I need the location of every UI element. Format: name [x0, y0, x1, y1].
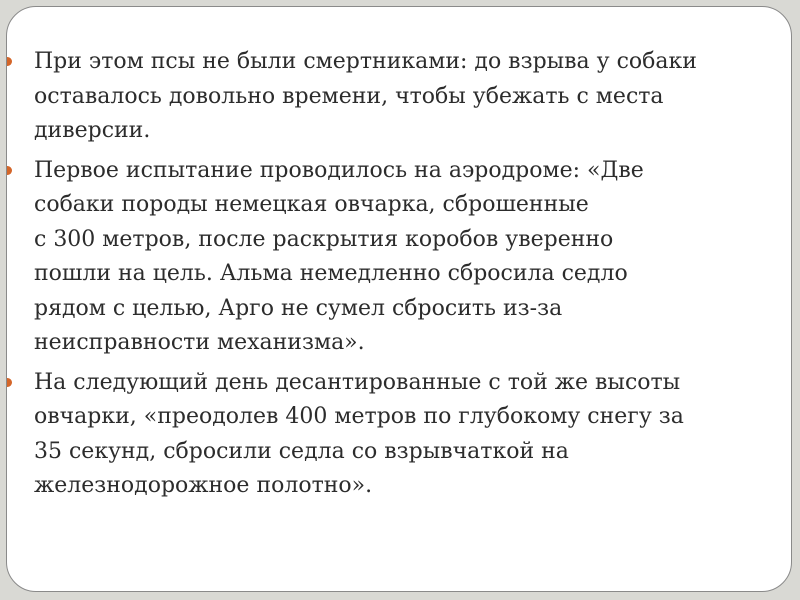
- text-body: [7, 45, 792, 509]
- text-line: рядом с целью, Арго не сумел сбросить из-за: [34, 295, 563, 321]
- bullet-item: [7, 45, 792, 149]
- text-line: с 300 метров, после раскрытия коробов уверенно: [34, 226, 614, 252]
- text-line: собаки породы немецкая овчарка, сброшенные: [34, 192, 589, 217]
- text-line: Первое испытание проводилось на аэродроме: «Две: [34, 157, 644, 183]
- text-line: неисправности механизма».: [34, 330, 365, 355]
- text-line: железнодорожное полотно».: [34, 473, 373, 498]
- text-line: 35 секунд, сбросили седла со взрывчаткой на: [34, 438, 569, 464]
- text-line: При этом псы не были смертниками: до взрыва у собаки: [34, 49, 697, 74]
- bullet-dot-icon: [6, 57, 12, 66]
- text-line: овчарки, «преодолев 400 метров по глубокому снегу за: [34, 404, 684, 429]
- text-line: На следующий день десантированные с той же высоты: [34, 369, 681, 395]
- text-line: диверсии.: [34, 118, 151, 143]
- bullet-dot-icon: [6, 166, 12, 175]
- bullet-item: [7, 154, 792, 361]
- text-line: оставалось довольно времени, чтобы убежать с места: [34, 83, 664, 109]
- text-line: пошли на цель. Альма немедленно сбросила седло: [34, 261, 628, 286]
- bullet-item: [7, 366, 792, 504]
- slide-frame: [6, 6, 792, 592]
- bullet-dot-icon: [6, 378, 12, 387]
